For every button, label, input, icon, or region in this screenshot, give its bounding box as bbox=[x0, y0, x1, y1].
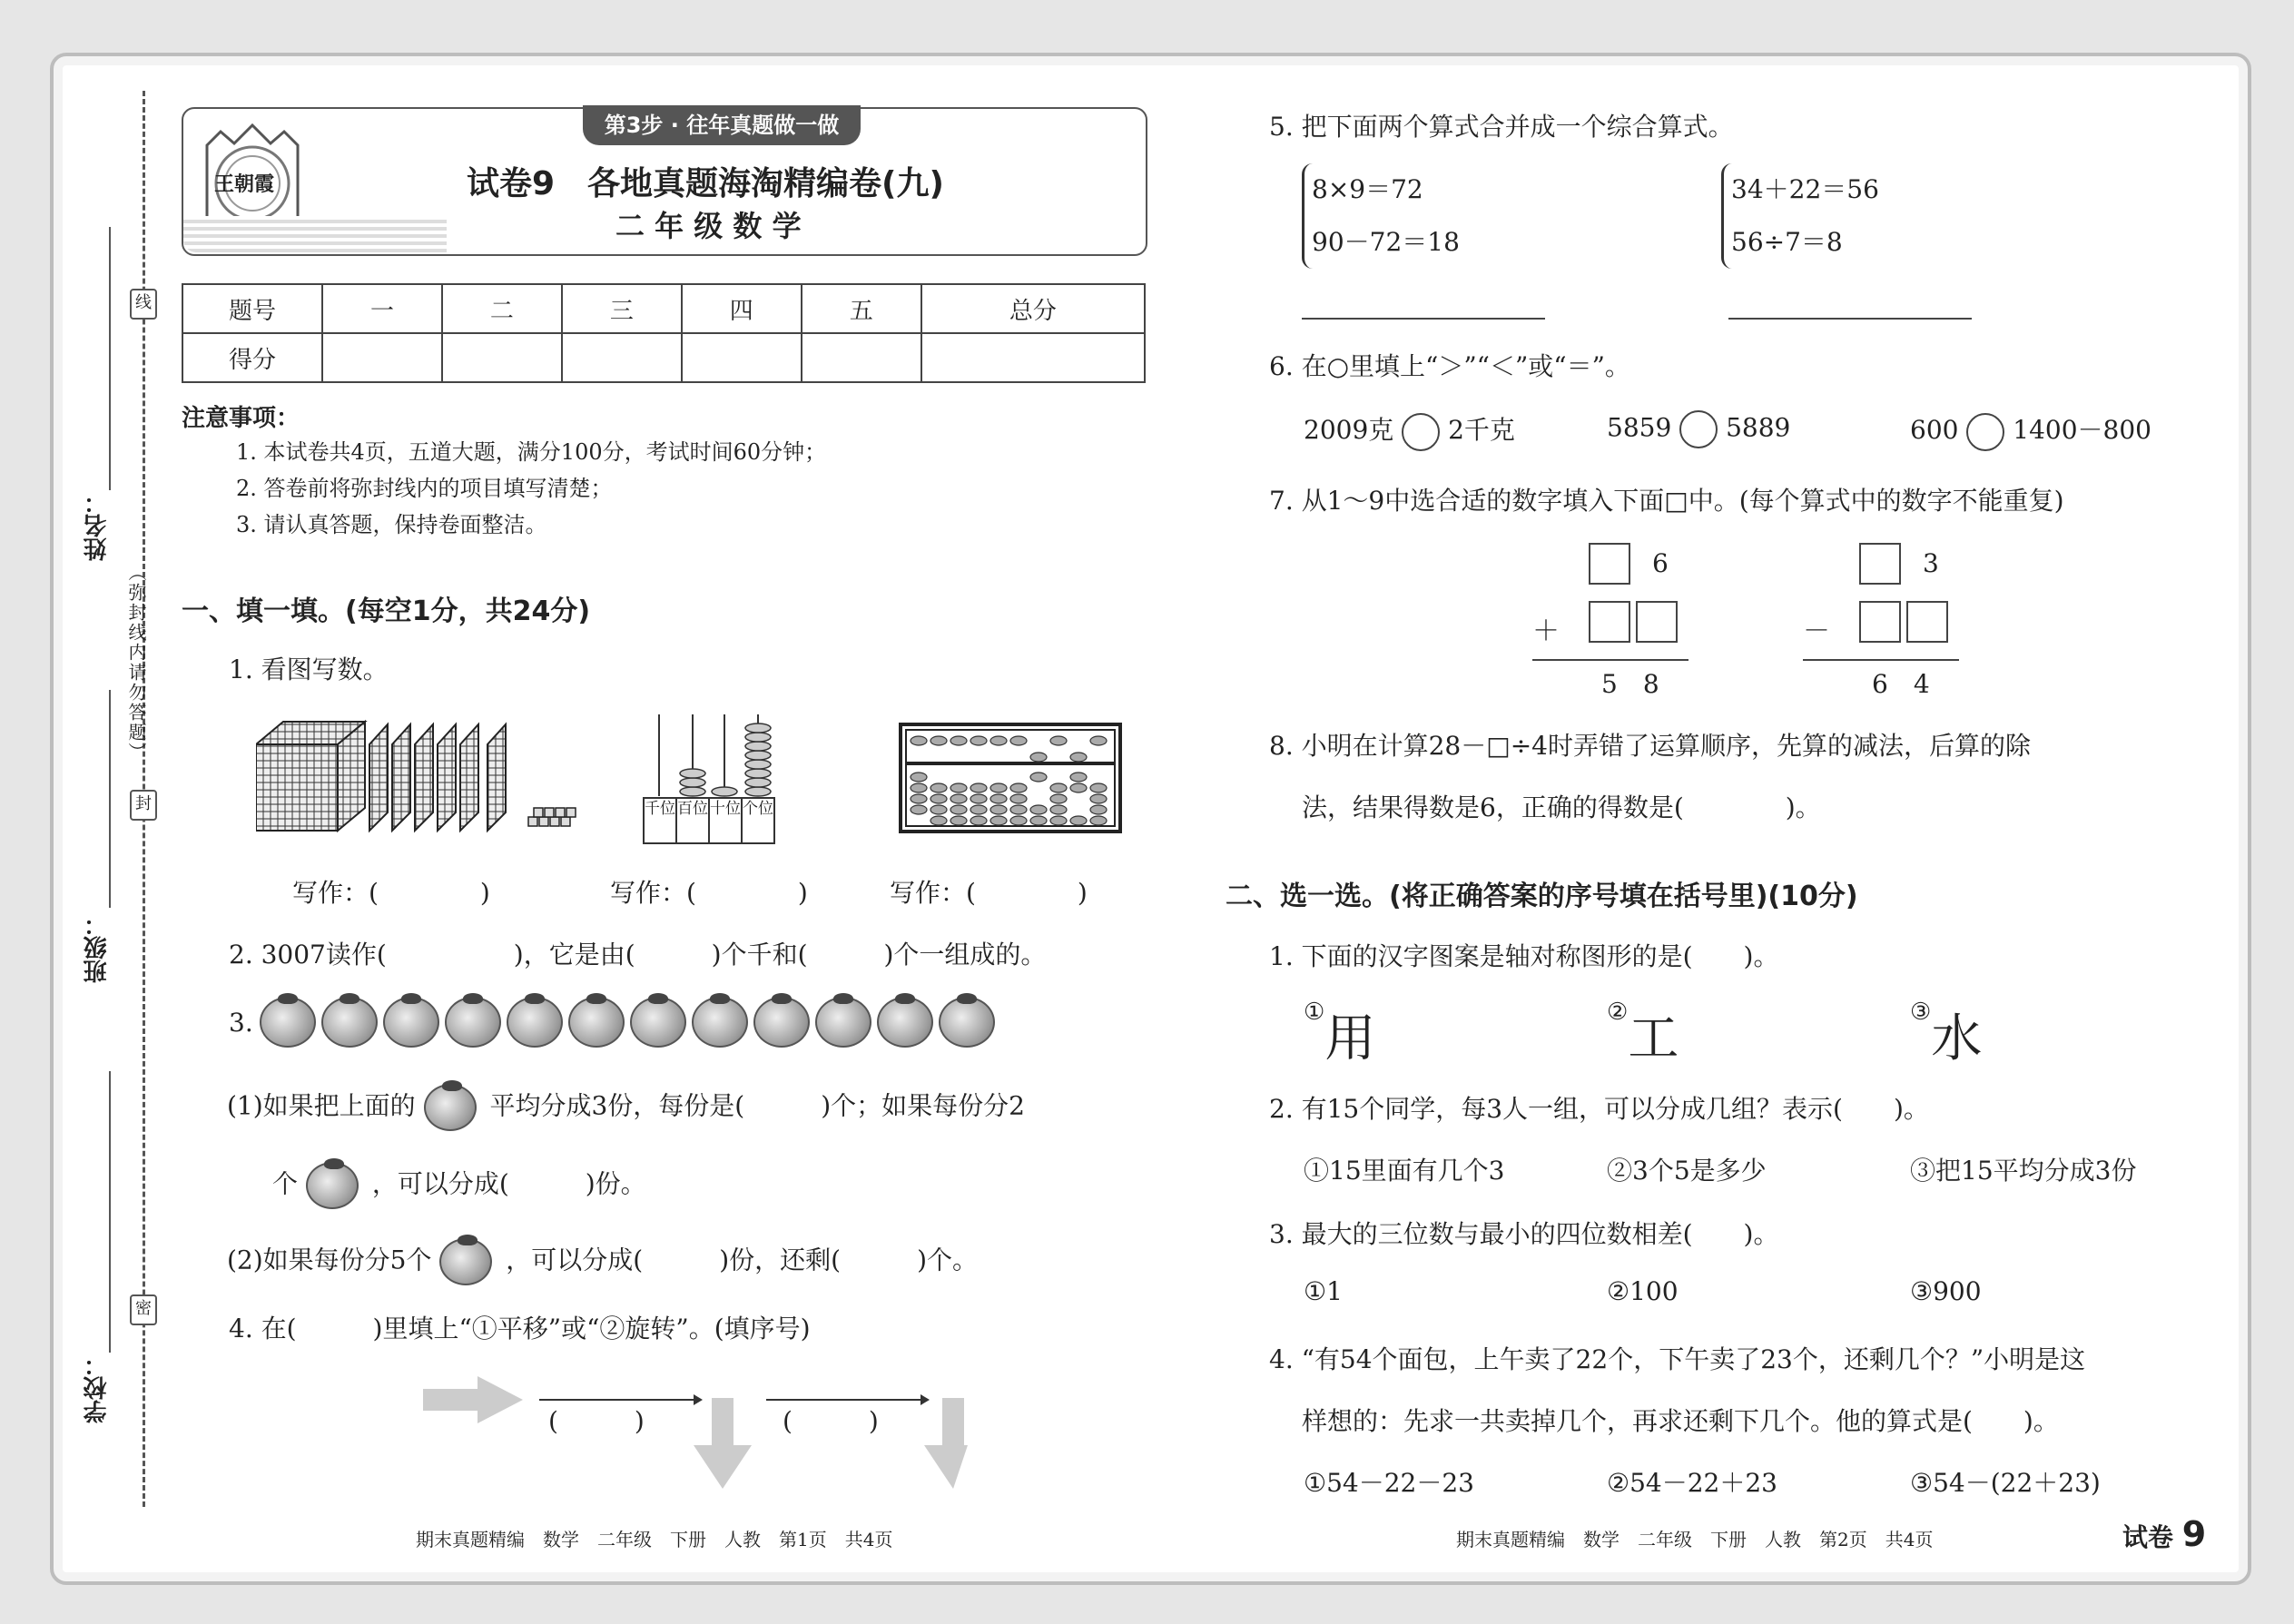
s2q4-text-2: 样想的：先求一共卖掉几个，再求还剩下几个。他的算式是( )。 bbox=[1302, 1406, 2059, 1436]
q7-difference-line bbox=[1803, 659, 1959, 661]
q7-text: 7. 从1～9中选合适的数字填入下面□中。(每个算式中的数字不能重复) bbox=[1269, 486, 2064, 516]
q7-result: 5 8 bbox=[1601, 669, 1659, 699]
s2q4-option-1[interactable]: ①54－22－23 bbox=[1304, 1468, 1474, 1498]
compare-circle[interactable] bbox=[1966, 413, 2004, 451]
q7-sum-line bbox=[1532, 659, 1689, 661]
q6-right: 2千克 bbox=[1448, 415, 1515, 445]
persimmon-icon bbox=[306, 1162, 359, 1209]
persimmon-icon bbox=[383, 997, 439, 1048]
place-label: 百位 bbox=[677, 797, 710, 844]
persimmon-icon bbox=[439, 1238, 492, 1285]
persimmon-icon bbox=[815, 997, 871, 1048]
q6-text: 6. 在○里填上“＞”“＜”或“＝”。 bbox=[1269, 351, 1630, 381]
note-item: 2. 答卷前将弥封线内的项目填写清楚； bbox=[236, 476, 613, 501]
q3-1-text-a: (1)如果把上面的 bbox=[227, 1090, 416, 1121]
q4-text: 4. 在( )里填上“①平移”或“②旋转”。(填序号) bbox=[229, 1314, 811, 1343]
digit-box[interactable] bbox=[1859, 543, 1901, 585]
q4-blank-2[interactable]: ( ) bbox=[783, 1406, 879, 1436]
exam-subtitle: 二 年 级 数 学 bbox=[615, 209, 802, 243]
persimmon-icon bbox=[321, 997, 378, 1048]
q2-text: 2. 3007读作( )，它是由( )个千和( )个一组成的。 bbox=[229, 940, 1047, 969]
binding-cell-mi: 密 bbox=[130, 1294, 157, 1325]
s2q2-option-1[interactable]: ①15里面有几个3 bbox=[1304, 1156, 1505, 1186]
right-footer: 期末真题精编 数学 二年级 下册 人教 第2页 共4页 bbox=[1456, 1529, 1934, 1550]
binding-cell-feng: 封 bbox=[130, 790, 157, 821]
persimmon-icon bbox=[939, 997, 995, 1048]
score-header-cell: 题号 bbox=[182, 284, 322, 333]
digit-box[interactable] bbox=[1636, 601, 1678, 643]
q6-left: 2009克 bbox=[1304, 415, 1394, 445]
q5-text: 5. 把下面两个算式合并成一个综合算式。 bbox=[1269, 112, 1734, 142]
section1-heading: 一、填一填。(每空1分，共24分) bbox=[182, 595, 591, 627]
s2q1-option-3[interactable] bbox=[1910, 999, 1982, 1071]
q1-answer-1[interactable]: 写作：( ) bbox=[292, 878, 490, 908]
s2q3-option-3[interactable]: ③900 bbox=[1910, 1276, 1982, 1306]
q6-left: 600 bbox=[1910, 415, 1959, 445]
place-label: 个位 bbox=[743, 797, 775, 844]
q8-text-1: 8. 小明在计算28－□÷4时弄错了运算顺序，先算的减法，后算的除 bbox=[1269, 731, 2031, 761]
s2q3-option-1[interactable]: ①1 bbox=[1304, 1276, 1343, 1306]
exam-badge bbox=[2122, 1514, 2206, 1554]
score-header-cell: 五 bbox=[802, 284, 921, 333]
header-stripes bbox=[183, 216, 447, 252]
score-input-cell[interactable] bbox=[921, 333, 1145, 382]
option-mark: ② bbox=[1607, 999, 1629, 1026]
q7-operator: － bbox=[1803, 615, 1830, 647]
q7-top-digit: 3 bbox=[1923, 548, 1939, 578]
digit-box[interactable] bbox=[1589, 601, 1630, 643]
q5-eq: 90－72＝18 bbox=[1312, 227, 1460, 257]
binding-note: （弥封线内请勿答题） bbox=[125, 563, 147, 763]
q3-2-text-b: ，可以分成( )份，还剩( )个。 bbox=[506, 1245, 978, 1275]
name-writing-line bbox=[109, 227, 111, 490]
s2q4-text-1: 4. “有54个面包，上午卖了22个，下午卖了23个，还剩几个？”小明是这 bbox=[1269, 1344, 2086, 1374]
score-row-label: 得分 bbox=[182, 333, 322, 382]
option-character: 水 bbox=[1931, 1009, 1983, 1068]
q7-subtraction bbox=[1803, 543, 1966, 706]
title-box bbox=[182, 107, 1147, 256]
badge-label: 试卷 bbox=[2122, 1522, 2174, 1552]
note-item: 1. 本试卷共4页，五道大题，满分100分，考试时间60分钟； bbox=[236, 439, 827, 465]
persimmon-icon bbox=[692, 997, 748, 1048]
q3-1-line2 bbox=[272, 1162, 646, 1209]
s2q3-text: 3. 最大的三位数与最小的四位数相差( )。 bbox=[1269, 1219, 1779, 1249]
option-character: 工 bbox=[1628, 1009, 1679, 1068]
persimmon-icon bbox=[568, 997, 625, 1048]
score-header-cell: 二 bbox=[442, 284, 562, 333]
step-tab: 第3步 · 往年真题做一做 bbox=[583, 105, 861, 145]
persimmon-icon bbox=[630, 997, 686, 1048]
persimmon-icon bbox=[424, 1084, 477, 1131]
abacus bbox=[899, 723, 1122, 833]
score-input-cell[interactable] bbox=[802, 333, 921, 382]
counting-frame bbox=[643, 710, 779, 846]
q3-1-text-c: 个 bbox=[272, 1168, 299, 1199]
q6-item-2 bbox=[1607, 410, 1790, 448]
score-input-cell[interactable] bbox=[322, 333, 442, 382]
digit-box[interactable] bbox=[1589, 543, 1630, 585]
s2q2-option-2[interactable]: ②3个5是多少 bbox=[1607, 1156, 1767, 1186]
q1-answer-2[interactable]: 写作：( ) bbox=[610, 878, 808, 908]
place-label: 十位 bbox=[710, 797, 743, 844]
score-header-cell: 三 bbox=[562, 284, 682, 333]
q5-answer-line-1[interactable] bbox=[1302, 318, 1545, 320]
school-writing-line bbox=[109, 1071, 111, 1353]
compare-circle[interactable] bbox=[1679, 410, 1718, 448]
q5-eq: 34＋22＝56 bbox=[1731, 174, 1879, 204]
binding-cell-xian: 线 bbox=[130, 289, 157, 320]
class-writing-line bbox=[109, 690, 111, 908]
q1-text: 1. 看图写数。 bbox=[229, 655, 389, 684]
s2q1-option-1[interactable] bbox=[1304, 999, 1375, 1071]
counting-frame-labels bbox=[643, 797, 775, 844]
logo-text: 王朝霞 bbox=[214, 172, 275, 196]
score-input-cell[interactable] bbox=[562, 333, 682, 382]
place-label: 千位 bbox=[643, 797, 677, 844]
note-item: 3. 请认真答题，保持卷面整洁。 bbox=[236, 512, 547, 537]
q3-2-line bbox=[227, 1238, 978, 1285]
q6-left: 5859 bbox=[1607, 412, 1672, 443]
q7-result: 6 4 bbox=[1872, 669, 1930, 699]
digit-box[interactable] bbox=[1859, 601, 1901, 643]
q1-answer-3[interactable]: 写作：( ) bbox=[890, 878, 1088, 908]
q7-operator: ＋ bbox=[1532, 615, 1560, 647]
q5-eq: 56÷7＝8 bbox=[1731, 227, 1843, 257]
school-label: 学校： bbox=[84, 1353, 111, 1423]
persimmon-row bbox=[260, 997, 1000, 1048]
s2q2-text: 2. 有15个同学，每3人一组，可以分成几组？表示( )。 bbox=[1269, 1094, 1929, 1124]
exam-title: 试卷9 各地真题海淘精编卷(九) bbox=[467, 165, 944, 202]
score-input-cell[interactable] bbox=[442, 333, 562, 382]
notes-title: 注意事项： bbox=[182, 405, 300, 432]
q5-eq: 8×9＝72 bbox=[1312, 174, 1423, 204]
q4-motion-figures bbox=[423, 1373, 968, 1491]
q3-1-line bbox=[227, 1084, 1025, 1131]
section2-heading: 二、选一选。(将正确答案的序号填在括号里)(10分) bbox=[1226, 881, 1858, 912]
score-input-cell[interactable] bbox=[682, 333, 802, 382]
s2q2-option-3[interactable]: ③把15平均分成3份 bbox=[1910, 1156, 2137, 1186]
q5-equations-a bbox=[1302, 163, 1460, 269]
persimmon-icon bbox=[445, 997, 501, 1048]
s2q4-option-3[interactable]: ③54－(22＋23) bbox=[1910, 1468, 2101, 1498]
q5-equations-b bbox=[1721, 163, 1879, 269]
q6-item-1 bbox=[1304, 410, 1515, 451]
s2q1-text: 1. 下面的汉字图案是轴对称图形的是( )。 bbox=[1269, 941, 1779, 971]
badge-number: 9 bbox=[2181, 1514, 2207, 1554]
s2q3-option-2[interactable]: ②100 bbox=[1607, 1276, 1679, 1306]
compare-circle[interactable] bbox=[1402, 413, 1440, 451]
q3-number: 3. bbox=[229, 1008, 253, 1038]
persimmon-icon bbox=[877, 997, 933, 1048]
s2q4-option-2[interactable]: ②54－22＋23 bbox=[1607, 1468, 1777, 1498]
q6-item-3 bbox=[1910, 410, 2151, 451]
persimmon-icon bbox=[507, 997, 563, 1048]
q3-2-text-a: (2)如果每份分5个 bbox=[227, 1245, 432, 1275]
q6-right: 5889 bbox=[1726, 412, 1791, 443]
q3-1-text-b: 平均分成3份，每份是( )个；如果每份分2 bbox=[489, 1090, 1025, 1121]
score-table bbox=[182, 283, 1146, 383]
score-header-cell: 一 bbox=[322, 284, 442, 333]
option-mark: ① bbox=[1304, 999, 1325, 1026]
option-character: 用 bbox=[1324, 1009, 1376, 1068]
q8-text-2: 法，结果得数是6，正确的得数是( )。 bbox=[1302, 792, 1821, 822]
place-value-blocks bbox=[256, 717, 637, 835]
q7-top-digit: 6 bbox=[1652, 548, 1669, 578]
option-mark: ③ bbox=[1910, 999, 1932, 1026]
left-footer: 期末真题精编 数学 二年级 下册 人教 第1页 共4页 bbox=[416, 1529, 893, 1550]
score-header-cell: 四 bbox=[682, 284, 802, 333]
q6-right: 1400－800 bbox=[2013, 415, 2151, 445]
persimmon-icon bbox=[753, 997, 810, 1048]
name-label: 姓名： bbox=[84, 490, 111, 561]
q4-blank-1[interactable]: ( ) bbox=[548, 1406, 645, 1436]
digit-box[interactable] bbox=[1906, 601, 1948, 643]
q5-answer-line-2[interactable] bbox=[1728, 318, 1972, 320]
q3-1-text-d: ，可以分成( )份。 bbox=[371, 1168, 646, 1199]
class-label: 班级： bbox=[84, 912, 111, 983]
q7-addition bbox=[1532, 543, 1696, 706]
persimmon-icon bbox=[260, 997, 316, 1048]
score-header-cell: 总分 bbox=[921, 284, 1145, 333]
s2q1-option-2[interactable] bbox=[1607, 999, 1679, 1071]
